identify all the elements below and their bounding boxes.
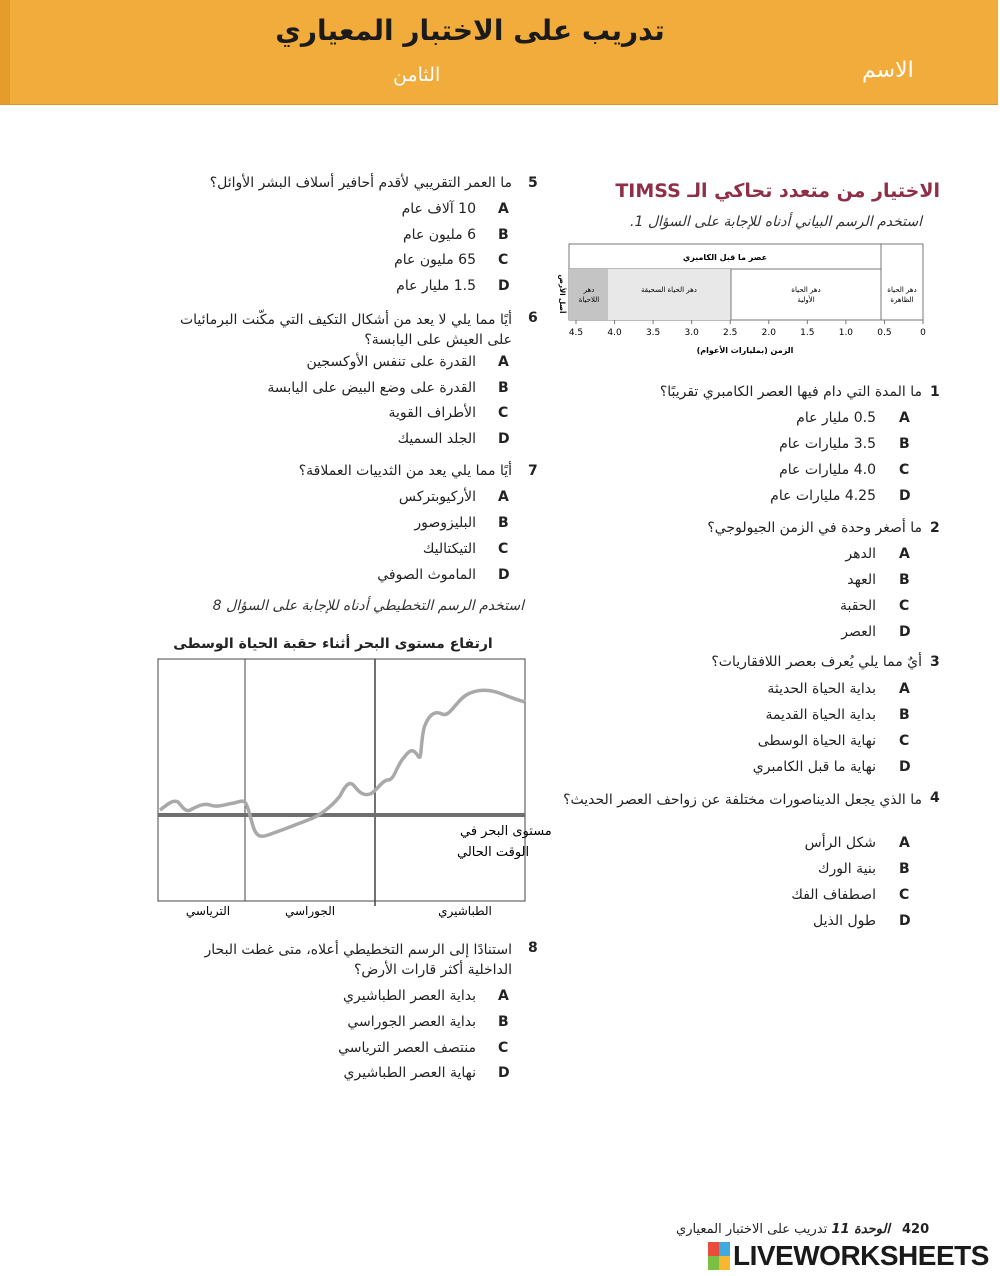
timeline-tick-label: 0 xyxy=(920,328,926,338)
q6-option-a[interactable]: القدرة على تنفس الأوكسجين xyxy=(306,354,476,370)
q7-option-c[interactable]: التيكتاليك xyxy=(422,541,476,557)
geologic-timeline xyxy=(548,242,928,360)
earth-origin-label: أصل الأرض xyxy=(558,274,566,314)
q6-option-c-letter: C xyxy=(498,405,509,421)
q8-option-a[interactable]: بداية العصر الطباشيري xyxy=(343,988,476,1004)
question-4-number: 4 xyxy=(930,790,940,806)
q6-option-d[interactable]: الجلد السميك xyxy=(397,431,476,447)
brand-icon-tile xyxy=(708,1256,719,1270)
q4-option-c[interactable]: اصطفاف الفك xyxy=(791,887,876,903)
timeline-tick-label: 2.0 xyxy=(761,328,776,338)
question-6-number: 6 xyxy=(528,310,538,326)
q5-option-c[interactable]: 65 مليون عام xyxy=(394,252,476,268)
timeline-tick-label: 4.0 xyxy=(607,328,622,338)
q3-option-d-letter: D xyxy=(899,759,911,775)
segment-label-1a: دهر xyxy=(583,286,595,294)
question-8-text: استنادًا إلى الرسم التخطيطي أعلاه، متى غطت البحار الداخلية أكثر قارات الأرض؟ xyxy=(204,942,512,978)
question-3-text: أيٌ مما يلي يُعرف بعصر اللافقاريات؟ xyxy=(711,654,922,670)
timeline-tick-label: 1.5 xyxy=(800,328,815,338)
q8-option-b-letter: B xyxy=(498,1014,509,1030)
liveworksheets-logo[interactable] xyxy=(708,1239,989,1273)
q7-option-d-letter: D xyxy=(498,567,510,583)
timeline-tick-label: 3.0 xyxy=(684,328,699,338)
q5-option-b[interactable]: 6 مليون عام xyxy=(403,227,476,243)
q4-option-c-letter: C xyxy=(899,887,910,903)
q3-option-b[interactable]: بداية الحياة القديمة xyxy=(765,707,876,723)
brand-icon-tile xyxy=(719,1256,730,1270)
question-7-number: 7 xyxy=(528,463,538,479)
question-5-text: ما العمر التقريبي لأقدم أحافير أسلاف البشر الأوائل؟ xyxy=(209,175,512,191)
q6-option-c[interactable]: الأطراف القوية xyxy=(388,405,476,421)
timeline-ticks xyxy=(569,320,926,338)
footer-unit xyxy=(640,1222,890,1237)
q8-option-d[interactable]: نهاية العصر الطباشيري xyxy=(343,1065,476,1081)
q1-option-d-letter: D xyxy=(899,488,911,504)
brand-icon-tile xyxy=(708,1242,719,1256)
question-1-text: ما المدة التي دام فيها العصر الكامبري تقريبًا؟ xyxy=(659,384,922,400)
page-title: تدريب على الاختبار المعياري xyxy=(275,14,665,47)
question-6-text: أيًا مما يلي لا يعد من أشكال التكيف التي مكّنت البرمائيات على العيش على اليابسة؟ xyxy=(179,312,512,348)
q5-option-a[interactable]: 10 آلاف عام xyxy=(401,201,476,217)
q7-option-c-letter: C xyxy=(498,541,509,557)
q1-option-a[interactable]: 0.5 مليار عام xyxy=(796,410,876,426)
sea-chart-title: ارتفاع مستوى البحر أثناء حقبة الحياة الوسطى xyxy=(173,636,493,652)
sea-level-diagram xyxy=(150,656,552,924)
period-triassic: الترياسي xyxy=(185,904,231,918)
timeline-tick-label: 3.5 xyxy=(645,328,661,338)
period-cretaceous: الطباشيري xyxy=(438,904,492,918)
question-2-text: ما أصغر وحدة في الزمن الجيولوجي؟ xyxy=(707,520,922,536)
q5-option-c-letter: C xyxy=(498,252,509,268)
present-level-label-1: مستوى البحر في xyxy=(460,824,552,839)
q8-option-c-letter: C xyxy=(498,1040,509,1056)
segment-label-2a: دهر الحياة السحيقة xyxy=(641,286,697,294)
q1-option-c[interactable]: 4.0 مليارات عام xyxy=(779,462,876,478)
segment-label-4a: دهر الحياة xyxy=(887,286,917,294)
q1-option-b[interactable]: 3.5 مليارات عام xyxy=(779,436,876,452)
brand-text: LIVEWORKSHEETS xyxy=(733,1240,989,1271)
q6-option-a-letter: A xyxy=(498,354,509,370)
q5-option-d[interactable]: 1.5 مليار عام xyxy=(396,278,476,294)
q2-option-b-letter: B xyxy=(899,572,910,588)
footer-unit-text: تدريب على الاختبار المعياري xyxy=(676,1222,828,1237)
section-title: الاختيار من متعدد تحاكي الـ TIMSS xyxy=(615,180,940,202)
q6-option-b[interactable]: القدرة على وضع البيض على اليابسة xyxy=(267,380,476,396)
timeline-axis-label: الزمن (بمليارات الأعوام) xyxy=(696,346,794,355)
period-jurassic: الجوراسي xyxy=(284,904,336,918)
q4-option-a[interactable]: شكل الرأس xyxy=(804,835,876,851)
q2-option-d-letter: D xyxy=(899,624,911,640)
q7-option-b-letter: B xyxy=(498,515,509,531)
q7-option-b[interactable]: البليزوصور xyxy=(414,515,476,531)
timeline-tick-label: 0.5 xyxy=(877,328,892,338)
question-4-text: ما الذي يجعل الديناصورات مختلفة عن زواحف العصر الحديث؟ xyxy=(563,792,922,808)
question-5-number: 5 xyxy=(528,175,538,191)
header-bar xyxy=(0,0,998,105)
grade-label: الثامن xyxy=(393,64,441,86)
q8-option-d-letter: D xyxy=(498,1065,510,1081)
q1-option-b-letter: B xyxy=(899,436,910,452)
segment-label-4b: الظاهرة xyxy=(890,296,914,304)
q3-option-d[interactable]: نهاية ما قبل الكامبري xyxy=(752,759,876,775)
timeline-tick-label: 4.5 xyxy=(568,328,584,338)
question-1-number: 1 xyxy=(930,384,940,400)
q4-option-d-letter: D xyxy=(899,913,911,929)
q4-option-d[interactable]: طول الذيل xyxy=(813,913,876,929)
segment-label-3a: دهر الحياة xyxy=(791,286,821,294)
q5-option-a-letter: A xyxy=(498,201,509,217)
present-level-label-2: الوقت الحالي xyxy=(457,845,530,860)
q2-option-b[interactable]: العهد xyxy=(847,572,876,588)
q7-option-a-letter: A xyxy=(498,489,509,505)
footer-unit-bold: الوحدة 11 xyxy=(831,1222,890,1237)
q4-option-b[interactable]: بنية الورك xyxy=(818,861,876,877)
segment-hadean xyxy=(569,269,608,320)
q2-option-a[interactable]: الدهر xyxy=(845,546,876,562)
q2-option-d[interactable]: العصر xyxy=(841,624,876,640)
note-question-1: استخدم الرسم البياني أدناه للإجابة على السؤال 1. xyxy=(630,214,922,230)
q3-option-c[interactable]: نهاية الحياة الوسطى xyxy=(757,733,876,749)
q2-option-a-letter: A xyxy=(899,546,910,562)
q4-option-b-letter: B xyxy=(899,861,910,877)
name-label: الاسم xyxy=(862,58,914,83)
q7-option-d[interactable]: الماموث الصوفي xyxy=(377,567,476,583)
question-3-number: 3 xyxy=(930,654,940,670)
precambrian-label: عصر ما قبل الكامبري xyxy=(682,253,768,262)
q3-option-a-letter: A xyxy=(899,681,910,697)
note-question-8: استخدم الرسم التخطيطي أدناه للإجابة على السؤال 8 xyxy=(212,598,524,614)
sea-chart-frame xyxy=(158,659,525,901)
brand-icon-tile xyxy=(719,1242,730,1256)
segment-label-1b: اللاحياة xyxy=(578,296,600,304)
segment-archean xyxy=(608,269,731,320)
question-7-text: أيًا مما يلي يعد من الثدييات العملاقة؟ xyxy=(298,463,512,479)
q3-option-c-letter: C xyxy=(899,733,910,749)
segment-label-3b: الأولية xyxy=(797,296,815,304)
q6-option-d-letter: D xyxy=(498,431,510,447)
q8-option-c[interactable]: منتصف العصر الترياسي xyxy=(338,1040,476,1056)
q3-option-b-letter: B xyxy=(899,707,910,723)
timeline-tick-label: 2.5 xyxy=(723,328,738,338)
page-number: 420 xyxy=(902,1222,930,1237)
q5-option-d-letter: D xyxy=(498,278,510,294)
question-2-number: 2 xyxy=(930,520,940,536)
q7-option-a[interactable]: الأركيوبتركس xyxy=(398,489,476,505)
q6-option-b-letter: B xyxy=(498,380,509,396)
q1-option-a-letter: A xyxy=(899,410,910,426)
q4-option-a-letter: A xyxy=(899,835,910,851)
q1-option-d[interactable]: 4.25 مليارات عام xyxy=(770,488,876,504)
q8-option-a-letter: A xyxy=(498,988,509,1004)
q5-option-b-letter: B xyxy=(498,227,509,243)
q1-option-c-letter: C xyxy=(899,462,910,478)
brand-icon xyxy=(708,1242,730,1270)
timeline-tick-label: 1.0 xyxy=(838,328,854,338)
q8-option-b[interactable]: بداية العصر الجوراسي xyxy=(347,1014,476,1030)
question-8-number: 8 xyxy=(528,940,538,956)
q3-option-a[interactable]: بداية الحياة الحديثة xyxy=(767,681,876,697)
q2-option-c-letter: C xyxy=(899,598,910,614)
q2-option-c[interactable]: الحقبة xyxy=(839,598,876,614)
